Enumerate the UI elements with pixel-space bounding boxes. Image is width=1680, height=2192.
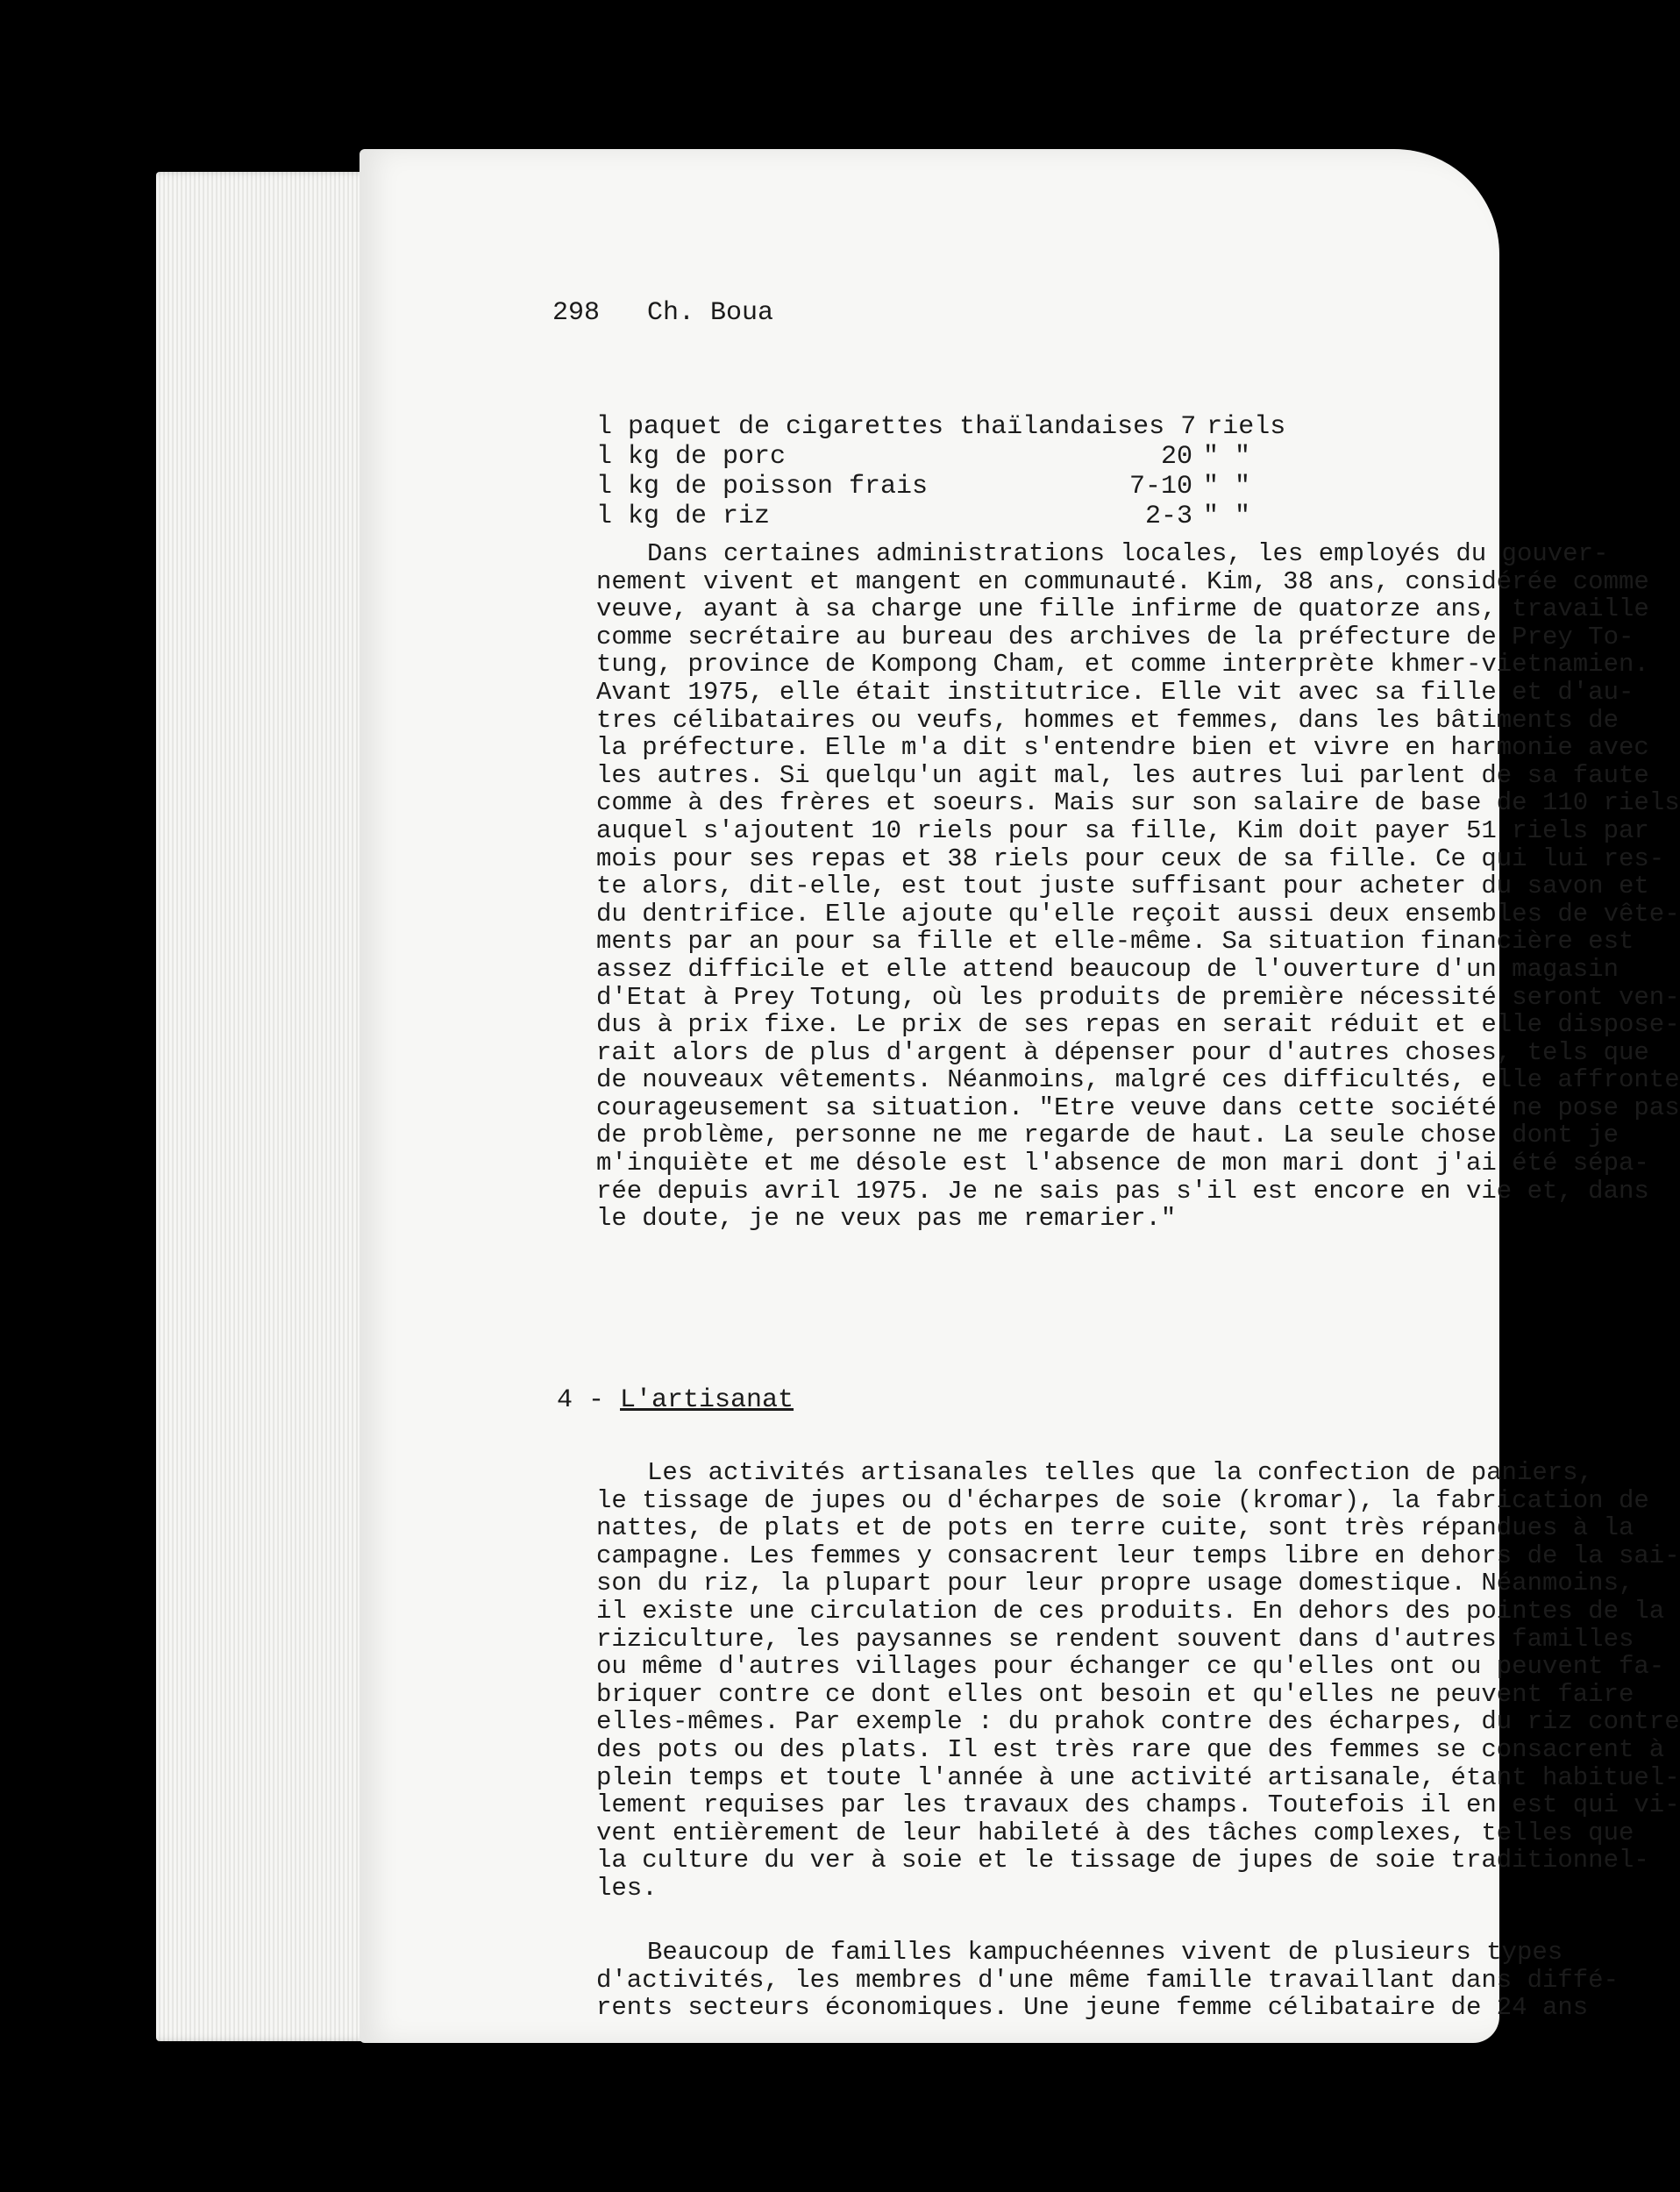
text-line: le doute, je ne veux pas me remarier." bbox=[596, 1204, 1177, 1234]
price-unit: riels bbox=[1207, 412, 1286, 442]
section-number: 4 - bbox=[557, 1385, 621, 1415]
price-row bbox=[596, 412, 1324, 442]
text-line: les autres. Si quelqu'un agit mal, les autres lui parlent de sa faute bbox=[596, 760, 1649, 790]
text-line: riziculture, les paysannes se rendent souvent dans d'autres familles bbox=[596, 1624, 1634, 1654]
text-line: comme à des frères et soeurs. Mais sur son salaire de base de 110 riels bbox=[596, 788, 1680, 818]
page-number: 298 bbox=[552, 298, 601, 328]
book-page-edges bbox=[156, 172, 375, 2041]
text-line: Les activités artisanales telles que la confection de paniers, bbox=[647, 1458, 1593, 1487]
price-amount: 7-10 bbox=[1129, 472, 1193, 502]
price-amount: 7 bbox=[1180, 412, 1197, 442]
paragraph-widows bbox=[596, 539, 1680, 1234]
text-line: des pots ou des plats. Il est très rare que des femmes se consacrent à bbox=[596, 1734, 1665, 1764]
text-line: Beaucoup de familles kampuchéennes vivent de plusieurs types bbox=[647, 1938, 1563, 1967]
text-line: campagne. Les femmes y consacrent leur temps libre en dehors de la sai- bbox=[596, 1541, 1680, 1570]
text-line: auquel s'ajoutent 10 riels pour sa fille, Kim doit payer 51 riels par bbox=[596, 815, 1649, 845]
text-line: du dentrifice. Elle ajoute qu'elle reçoit aussi deux ensembles de vête- bbox=[596, 899, 1680, 929]
text-line: rents secteurs économiques. Une jeune femme célibataire de 24 ans bbox=[596, 1993, 1589, 2023]
running-head-author: Ch. Boua bbox=[647, 298, 774, 328]
text-line: vent entièrement de leur habileté à des tâches complexes, telles que bbox=[596, 1818, 1634, 1847]
text-line: rait alors de plus d'argent à dépenser pour d'autres choses, tels que bbox=[596, 1037, 1649, 1067]
text-line: comme secrétaire au bureau des archives de la préfecture de Prey To- bbox=[596, 622, 1634, 651]
text-line: veuve, ayant à sa charge une fille infirme de quatorze ans, travaille bbox=[596, 594, 1649, 624]
text-line: lement requises par les travaux des champs. Toutefois il en est qui vi- bbox=[596, 1790, 1680, 1820]
paragraph-families bbox=[596, 1938, 1619, 2023]
text-line: ou même d'autres villages pour échanger ce qu'elles ont ou peuvent fa- bbox=[596, 1652, 1665, 1682]
page-header bbox=[552, 298, 773, 328]
section-title: L'artisanat bbox=[620, 1385, 794, 1415]
price-unit: " " bbox=[1203, 502, 1251, 531]
text-line: ments par an pour sa fille et elle-même. Sa situation financière est bbox=[596, 927, 1634, 957]
section-heading bbox=[557, 1385, 794, 1415]
price-amount: 20 bbox=[1161, 442, 1193, 472]
text-line: dus à prix fixe. Le prix de ses repas en serait réduit et elle dispose- bbox=[596, 1010, 1680, 1040]
text-line: le tissage de jupes ou d'écharpes de soie (kromar), la fabrication de bbox=[596, 1485, 1649, 1515]
text-line: d'Etat à Prey Totung, où les produits de première nécessité seront ven- bbox=[596, 982, 1680, 1012]
text-line: les. bbox=[596, 1873, 658, 1903]
text-line: courageusement sa situation. "Etre veuve dans cette société ne pose pas bbox=[596, 1092, 1680, 1122]
text-line: nement vivent et mangent en communauté. Kim, 38 ans, considérée comme bbox=[596, 566, 1649, 596]
price-item: l paquet de cigarettes thaïlandaises bbox=[596, 412, 1165, 442]
page-content bbox=[359, 149, 1680, 2043]
text-line: Avant 1975, elle était institutrice. Elle vit avec sa fille et d'au- bbox=[596, 677, 1634, 707]
text-line: plein temps et toute l'année à une activité artisanale, étant habituel- bbox=[596, 1762, 1680, 1792]
text-line: d'activités, les membres d'une même famille travaillant dans diffé- bbox=[596, 1965, 1619, 1995]
text-line: il existe une circulation de ces produits. En dehors des pointes de la bbox=[596, 1596, 1665, 1626]
price-row bbox=[596, 442, 1324, 472]
text-line: la culture du ver à soie et le tissage de jupes de soie traditionnel- bbox=[596, 1846, 1649, 1875]
book-page bbox=[359, 149, 1680, 2043]
price-unit: " " bbox=[1203, 472, 1251, 502]
price-list bbox=[596, 412, 1324, 531]
price-item: l kg de riz bbox=[596, 502, 771, 531]
text-line: briquer contre ce dont elles ont besoin et qu'elles ne peuvent faire bbox=[596, 1679, 1634, 1709]
text-line: elles-mêmes. Par exemple : du prahok contre des écharpes, du riz contre bbox=[596, 1707, 1680, 1737]
text-line: Dans certaines administrations locales, les employés du gouver- bbox=[647, 539, 1609, 568]
text-line: de nouveaux vêtements. Néanmoins, malgré ces difficultés, elle affronte bbox=[596, 1065, 1680, 1095]
text-line: assez difficile et elle attend beaucoup de l'ouverture d'un magasin bbox=[596, 954, 1619, 984]
price-amount: 2-3 bbox=[1145, 502, 1193, 531]
paragraph-crafts bbox=[596, 1458, 1680, 1903]
price-item: l kg de poisson frais bbox=[596, 472, 929, 502]
text-line: la préfecture. Elle m'a dit s'entendre bien et vivre en harmonie avec bbox=[596, 733, 1649, 763]
text-line: m'inquiète et me désole est l'absence de mon mari dont j'ai été sépa- bbox=[596, 1149, 1649, 1178]
text-line: nattes, de plats et de pots en terre cuite, sont très répandues à la bbox=[596, 1513, 1634, 1543]
price-unit: " " bbox=[1203, 442, 1251, 472]
text-line: tung, province de Kompong Cham, et comme interprète khmer-vietnamien. bbox=[596, 650, 1649, 680]
text-line: de problème, personne ne me regarde de haut. La seule chose dont je bbox=[596, 1121, 1619, 1150]
text-line: son du riz, la plupart pour leur propre usage domestique. Néanmoins, bbox=[596, 1569, 1634, 1598]
price-row bbox=[596, 502, 1324, 531]
text-line: te alors, dit-elle, est tout juste suffisant pour acheter du savon et bbox=[596, 872, 1649, 901]
text-line: rée depuis avril 1975. Je ne sais pas s'il est encore en vie et, dans bbox=[596, 1176, 1649, 1206]
price-item: l kg de porc bbox=[596, 442, 787, 472]
text-line: mois pour ses repas et 38 riels pour ceux de sa fille. Ce qui lui res- bbox=[596, 843, 1665, 873]
text-line: tres célibataires ou veufs, hommes et femmes, dans les bâtiments de bbox=[596, 705, 1619, 735]
price-row bbox=[596, 472, 1324, 502]
